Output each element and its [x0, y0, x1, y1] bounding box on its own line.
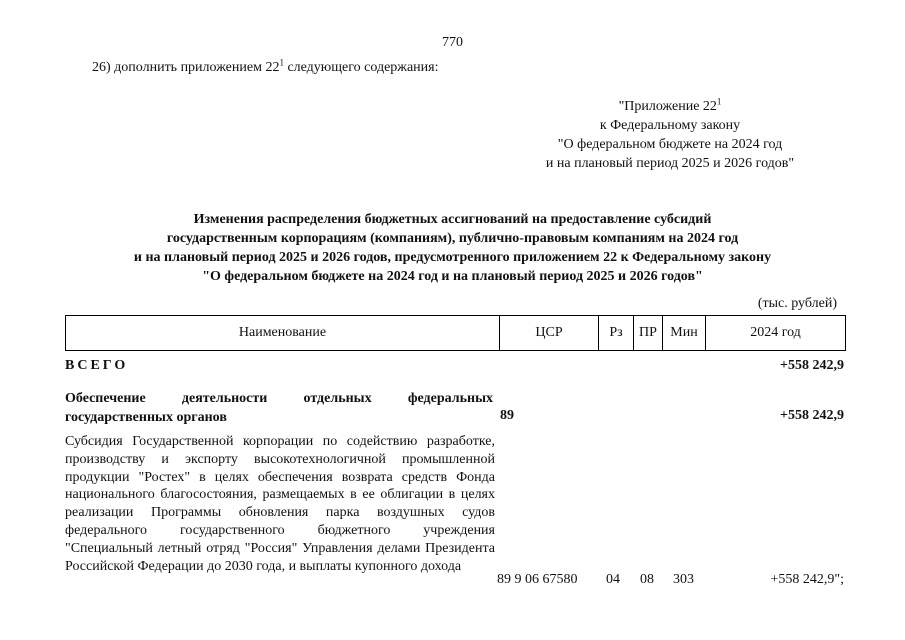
header-name: Наименование — [66, 316, 500, 350]
subsidy-row-value: +558 242,9"; — [770, 572, 844, 587]
total-value: +558 242,9 — [780, 358, 844, 373]
subsidy-row-csr: 89 9 06 67580 — [497, 572, 578, 587]
appendix-header — [520, 97, 820, 173]
amendment-intro — [92, 57, 439, 76]
header-rz: Рз — [599, 316, 634, 350]
appendix-line-3: "О федеральном бюджете на 2024 год — [557, 137, 783, 152]
title-line-3: и на плановый период 2025 и 2026 годов, предусмотренного приложением 22 к Федеральному закону — [133, 250, 772, 265]
appendix-line-2: к Федеральному закону — [599, 118, 741, 133]
subsidy-row-pr: 08 — [640, 572, 654, 587]
subsidy-row-rz: 04 — [606, 572, 620, 587]
total-label: ВСЕГО — [65, 358, 129, 373]
intro-superscript: 1 — [279, 57, 284, 68]
subsidy-row-name: Субсидия Государственной корпорации по содействию разработке, производству и экспорту высокотехнологичной промышленной продукции "Ростех" в целях обеспечения возврата средств Фонда национального благосостояния, размещаемых в ее облигации в целях реализации Программы обновления парка воздушных судов федерального государственного бюджетного учреждения "Специальный летный отряд "Россия" Управления делами Президента Российской Федерации до 2030 года, и выплаты купонного дохода — [65, 434, 495, 574]
intro-text-after: следующего содержания: — [283, 60, 439, 75]
table-header — [65, 315, 846, 351]
header-csr: ЦСР — [500, 316, 599, 350]
page-number: 770 — [442, 35, 463, 50]
title-line-2: государственным корпорациям (компаниям), публично-правовым компаниям на 2024 год — [166, 231, 739, 246]
header-year: 2024 год — [750, 325, 801, 340]
org-row-csr: 89 — [500, 408, 514, 423]
units-label: (тыс. рублей) — [757, 296, 837, 311]
header-min: Мин — [663, 316, 706, 350]
appendix-line-4: и на плановый период 2025 и 2026 годов" — [545, 156, 795, 171]
appendix-line-1-text: "Приложение 22 — [618, 99, 717, 114]
document-title — [60, 210, 845, 286]
intro-text: 26) дополнить приложением 22 — [92, 60, 280, 75]
subsidy-row-min: 303 — [673, 572, 694, 587]
appendix-superscript: 1 — [716, 96, 722, 107]
title-line-1: Изменения распределения бюджетных ассигнований на предоставление субсидий — [193, 212, 712, 227]
title-line-4: "О федеральном бюджете на 2024 год и на плановый период 2025 и 2026 годов" — [202, 269, 703, 284]
header-pr: ПР — [634, 316, 663, 350]
org-row-value: +558 242,9 — [780, 408, 844, 423]
appendix-line-1 — [520, 97, 820, 116]
org-row-name: Обеспечение деятельности отдельных федеральных государственных органов — [65, 391, 493, 425]
